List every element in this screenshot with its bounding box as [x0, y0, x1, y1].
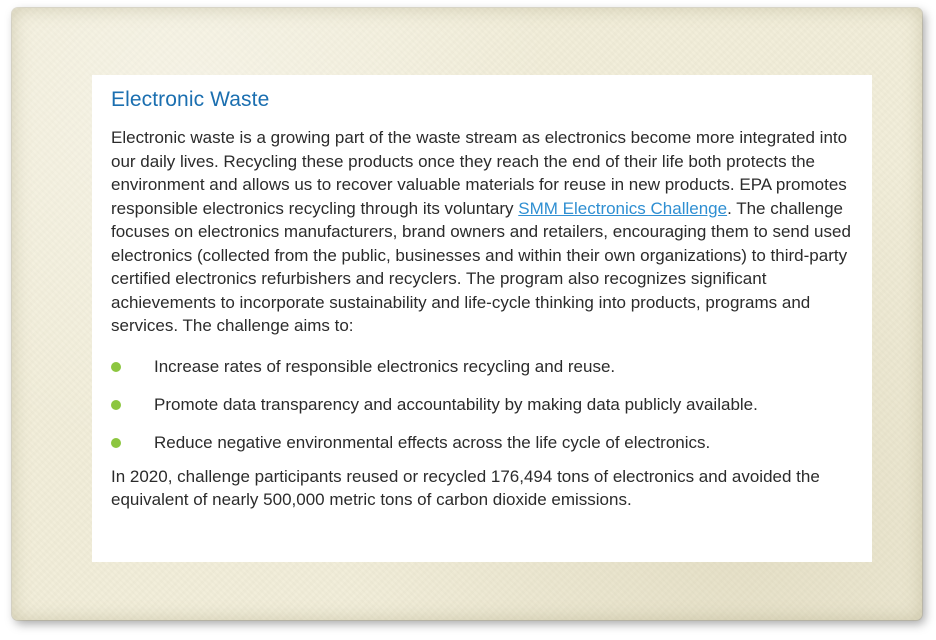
paper-background [12, 8, 922, 620]
closing-paragraph: In 2020, challenge participants reused or recycled 176,494 tons of electronics and avoided the equivalent of nearly 500,000 metric tons of carbon dioxide emissions. [111, 466, 820, 509]
section-title: Electronic Waste [111, 88, 270, 111]
goal-text: Increase rates of responsible electronics recycling and reuse. [154, 356, 616, 376]
intro-text-before-link: Electronic waste is a growing part of the waste stream as electronics become more integrated into our daily lives. Recycling these products once they reach the end of their life both protects the environment and allows us to recover valuable materials for reuse in new products. EPA promotes responsible electronics recycling through its voluntary [111, 128, 848, 218]
bullet-icon [111, 400, 121, 410]
goal-item [111, 355, 852, 378]
content-card [92, 75, 872, 562]
intro-paragraph [111, 126, 856, 338]
goal-item [111, 393, 852, 416]
bullet-icon [111, 438, 121, 448]
goal-text: Reduce negative environmental effects across the life cycle of electronics. [154, 432, 711, 452]
intro-text-after-link: . The challenge focuses on electronics manufacturers, brand owners and retailers, encouraging them to send used electronics (collected from the public, businesses and within their own organizations) to third-party certified electronics refurbishers and recyclers. The program also recognizes significant achievements to incorporate sustainability and life-cycle thinking into products, programs and services. The challenge aims to: [111, 198, 851, 335]
bullet-icon [111, 362, 121, 372]
smm-electronics-challenge-link[interactable]: SMM Electronics Challenge [518, 198, 728, 218]
goal-item [111, 431, 852, 454]
goal-text: Promote data transparency and accountability by making data publicly available. [154, 394, 758, 414]
goals-list [111, 355, 852, 454]
